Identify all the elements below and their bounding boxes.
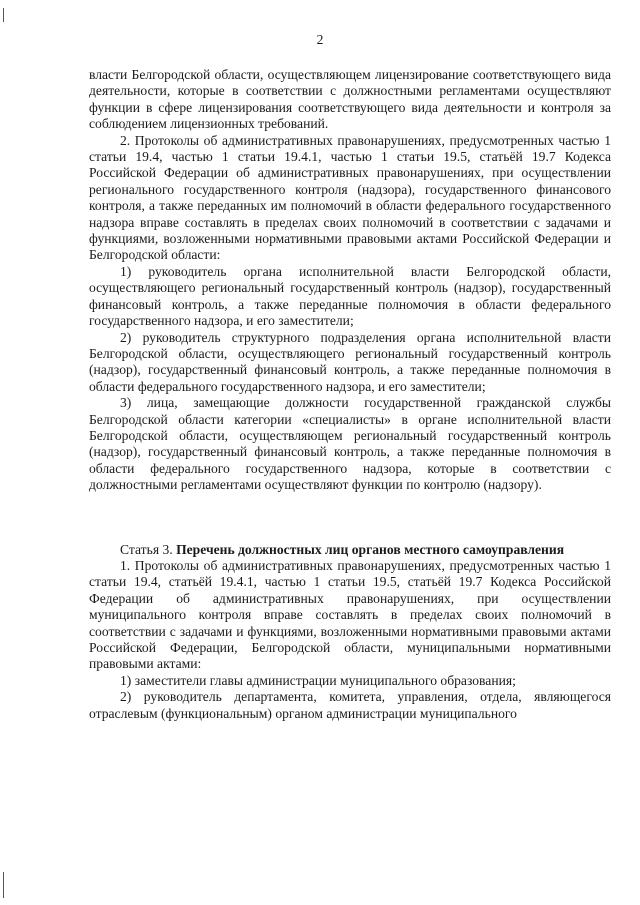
margin-mark-top xyxy=(3,8,4,22)
paragraph-licensing-end: власти Белгородской области, осуществляющем лицензирование соответствующего вида деятельности, которые в соответствии с должностными регламентами осуществляют функции в сфере лицензирования соответствующего вида деятельности и контроля за соблюдением лицензионных требований. xyxy=(89,67,611,132)
paragraph-item-2: 2. Протоколы об административных правонарушениях, предусмотренных частью 1 статьи 19.4, частью 1 статьи 19.4.1, частью 1 статьи 19.5, статьёй 19.7 Кодекса Российской Федерации об административных правонарушениях, при осуществлении регионального государственного контроля (надзора), государственного финансового контроля, а также переданных им полномочий в области федерального государственного надзора вправе составлять в пределах своих полномочий в соответствии с задачами и функциями, возложенными нормативными правовыми актами Российской Федерации и Белгородской области: xyxy=(89,132,611,263)
document-body xyxy=(89,67,611,722)
paragraph-item-1: 1. Протоколы об административных правонарушениях, предусмотренных частью 1 статьи 19.4, статьёй 19.4.1, частью 1 статьи 19.5, статьёй 19.7 Кодекса Российской Федерации об административных правонарушениях, при осуществлении муниципального контроля вправе составлять в пределах своих полномочий в соответствии с задачами и функциями, возложенными нормативными правовыми актами Российской Федерации, Белгородской области, муниципальными нормативными правовыми актами: xyxy=(89,557,611,672)
article-3-number: Статья 3. xyxy=(120,541,173,557)
list-item: 2) руководитель структурного подразделения органа исполнительной власти Белгородской области, осуществляющего региональный государственный контроль (надзор), государственный финансовый контроль, а также переданные полномочия в области федерального государственного надзора, и его заместители; xyxy=(89,329,611,394)
article-3-title: Перечень должностных лиц органов местного самоуправления xyxy=(176,541,565,557)
list-item: 3) лица, замещающие должности государственной гражданской службы Белгородской области категории «специалисты» в органе исполнительной власти Белгородской области, осуществляющем региональный государственный контроль (надзор), государственный финансовый контроль, а также переданные полномочия в области федерального государственного надзора, которые в соответствии с должностными регламентами осуществляют функции по контролю (надзору). xyxy=(89,395,611,493)
margin-mark-bottom xyxy=(3,872,4,898)
section-gap xyxy=(89,494,611,542)
list-item: 1) заместители главы администрации муниципального образования; xyxy=(120,672,516,688)
list-item: 1) руководитель органа исполнительной власти Белгородской области, осуществляющего региональный государственный контроль (надзор), государственный финансовый контроль, а также переданные полномочия в области федерального государственного надзора, и его заместители; xyxy=(89,263,611,329)
page-number: 2 xyxy=(316,32,324,47)
article-3-heading xyxy=(89,542,611,558)
list-item: 2) руководитель департамента, комитета, управления, отдела, являющегося отраслевым (функциональным) органом администрации муниципального xyxy=(89,689,611,721)
